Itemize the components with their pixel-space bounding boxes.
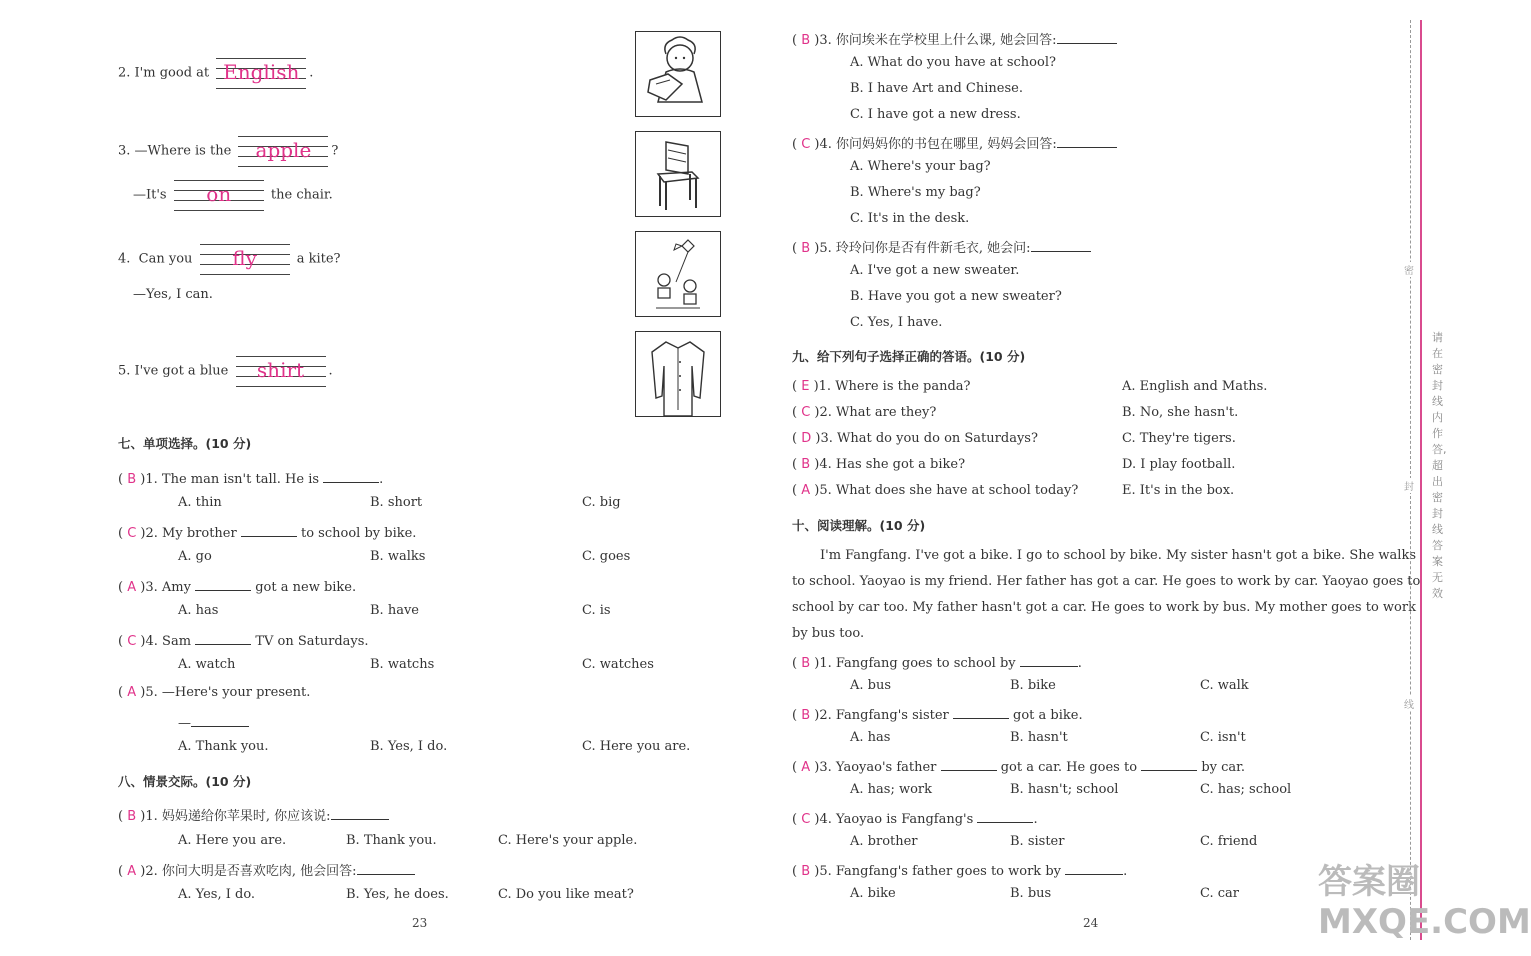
s7-q4: ( C )4. Sam TV on Saturdays. bbox=[118, 630, 369, 649]
s8-q2: ( A )2. 你问大明是否喜欢吃肉, 他会回答: bbox=[118, 860, 415, 879]
answer-letter: C bbox=[127, 634, 137, 649]
passage-line-3: school by car too. My father hasn't got a car. He goes to work by bus. My mother goes to work bbox=[792, 600, 1416, 615]
passage-line-4: by bus too. bbox=[792, 626, 865, 641]
s9-q2: ( C )2. What are they? bbox=[792, 405, 937, 420]
option-b: B. Where's my bag? bbox=[850, 185, 981, 200]
s8-q3: ( B )3. 你问埃米在学校里上什么课, 她会回答: bbox=[792, 29, 1117, 48]
kite-kids-icon bbox=[636, 232, 720, 316]
answer-letter: A bbox=[801, 760, 811, 775]
s8-q1: ( B )1. 妈妈递给你苹果时, 你应该说: bbox=[118, 805, 389, 824]
option-a: A. go bbox=[178, 549, 212, 564]
fill-in-q5: 5. I've got a blue shirt . bbox=[118, 356, 333, 386]
watermark: 答案圈 MXQE.COM bbox=[1318, 862, 1531, 942]
q-text: I've got a blue bbox=[134, 363, 229, 379]
s9-q5: ( A )5. What does she have at school today? bbox=[792, 483, 1079, 498]
q-text: I'm good at bbox=[134, 65, 210, 81]
option-a: A. bus bbox=[850, 678, 892, 693]
match-option: E. It's in the box. bbox=[1122, 483, 1235, 498]
answer-letter: B bbox=[801, 241, 811, 256]
option-a: A. bike bbox=[850, 886, 896, 901]
option-c: C. Here you are. bbox=[582, 739, 691, 754]
option-b: B. bus bbox=[1010, 886, 1052, 901]
match-option: D. I play football. bbox=[1122, 457, 1236, 472]
option-a: A. brother bbox=[850, 834, 918, 849]
answer-letter: B bbox=[801, 708, 811, 723]
handwritten-answer: apple bbox=[255, 138, 312, 162]
option-a: A. I've got a new sweater. bbox=[850, 263, 1020, 278]
option-a: A. has; work bbox=[850, 782, 933, 797]
answer-letter: C bbox=[801, 137, 811, 152]
option-b: B. hasn't; school bbox=[1010, 782, 1119, 797]
option-a: A. thin bbox=[178, 495, 222, 510]
s8-q4: ( C )4. 你问妈妈你的书包在哪里, 妈妈会回答: bbox=[792, 133, 1117, 152]
option-b: B. Thank you. bbox=[346, 833, 437, 848]
option-a: A. What do you have at school? bbox=[850, 55, 1056, 70]
option-a: A. has bbox=[850, 730, 891, 745]
s7-q5: ( A )5. —Here's your present. bbox=[118, 685, 311, 700]
page-number-left: 23 bbox=[412, 916, 428, 930]
picture-shirt bbox=[635, 331, 721, 417]
answer-letter: A bbox=[127, 580, 137, 595]
option-b: B. Have you got a new sweater? bbox=[850, 289, 1062, 304]
answer-letter: B bbox=[127, 472, 137, 487]
handwritten-answer: fly bbox=[232, 246, 257, 270]
binding-mark-bottom: 线 bbox=[1404, 696, 1414, 711]
s10-q2: ( B )2. Fangfang's sister got a bike. bbox=[792, 704, 1083, 723]
option-a: A. Thank you. bbox=[178, 739, 269, 754]
option-a: A. Yes, I do. bbox=[178, 887, 256, 902]
option-b: B. walks bbox=[370, 549, 426, 564]
s7-q5-reply: — bbox=[178, 712, 249, 731]
answer-letter: B bbox=[801, 656, 811, 671]
option-a: A. Where's your bag? bbox=[850, 159, 991, 174]
s10-q1: ( B )1. Fangfang goes to school by . bbox=[792, 652, 1082, 671]
option-a: A. has bbox=[178, 603, 219, 618]
chair-icon bbox=[636, 132, 720, 216]
s7-q2: ( C )2. My brother to school by bike. bbox=[118, 522, 416, 541]
option-c: C. Do you like meat? bbox=[498, 887, 634, 902]
s8-q5: ( B )5. 玲玲问你是否有件新毛衣, 她会问: bbox=[792, 237, 1091, 256]
option-b: B. Yes, I do. bbox=[370, 739, 448, 754]
option-b: B. sister bbox=[1010, 834, 1065, 849]
fill-in-q4-reply: —Yes, I can. bbox=[133, 287, 213, 302]
fill-in-q3: 3. —Where is the apple ? bbox=[118, 136, 338, 166]
option-b: B. have bbox=[370, 603, 419, 618]
match-option: C. They're tigers. bbox=[1122, 431, 1236, 446]
option-c: C. watches bbox=[582, 657, 654, 672]
answer-letter: C bbox=[801, 812, 811, 827]
option-b: B. bike bbox=[1010, 678, 1056, 693]
option-c: C. Yes, I have. bbox=[850, 315, 943, 330]
s9-q3: ( D )3. What do you do on Saturdays? bbox=[792, 431, 1038, 446]
option-c: C. big bbox=[582, 495, 621, 510]
answer-letter: C bbox=[801, 405, 811, 420]
picture-girl-reading bbox=[635, 31, 721, 117]
q-text: Can you bbox=[138, 251, 193, 267]
passage-line-1: I'm Fangfang. I've got a bike. I go to school by bike. My sister hasn't got a bike. She walks bbox=[820, 548, 1417, 563]
handwritten-answer: on bbox=[206, 182, 232, 206]
s9-q1: ( E )1. Where is the panda? bbox=[792, 379, 971, 394]
girl-reading-icon bbox=[636, 32, 720, 116]
section-10-title: 十、阅读理解。(10 分) bbox=[792, 518, 926, 533]
s7-q1: ( B )1. The man isn't tall. He is . bbox=[118, 468, 383, 487]
q-number: 5. bbox=[118, 363, 131, 379]
picture-kids-kite bbox=[635, 231, 721, 317]
s9-q4: ( B )4. Has she got a bike? bbox=[792, 457, 966, 472]
option-b: B. Yes, he does. bbox=[346, 887, 449, 902]
option-c: C. walk bbox=[1200, 678, 1249, 693]
match-option: B. No, she hasn't. bbox=[1122, 405, 1239, 420]
option-c: C. goes bbox=[582, 549, 631, 564]
fill-in-q3-reply: —It's on the chair. bbox=[133, 180, 333, 210]
fill-in-q2: 2. I'm good at English . bbox=[118, 58, 313, 88]
answer-letter: B bbox=[801, 864, 811, 879]
s7-q3: ( A )3. Amy got a new bike. bbox=[118, 576, 356, 595]
option-c: C. car bbox=[1200, 886, 1239, 901]
handwritten-answer: shirt bbox=[256, 358, 305, 382]
answer-letter: D bbox=[801, 431, 812, 446]
section-7-title: 七、单项选择。(10 分) bbox=[118, 436, 252, 451]
section-9-title: 九、给下列句子选择正确的答语。(10 分) bbox=[792, 349, 1026, 364]
binding-line bbox=[1420, 20, 1422, 940]
option-c: C. It's in the desk. bbox=[850, 211, 970, 226]
option-c: C. I have got a new dress. bbox=[850, 107, 1021, 122]
option-a: A. watch bbox=[178, 657, 236, 672]
shirt-icon bbox=[636, 332, 720, 416]
answer-letter: A bbox=[801, 483, 811, 498]
s10-q4: ( C )4. Yaoyao is Fangfang's . bbox=[792, 808, 1038, 827]
answer-letter: B bbox=[127, 809, 137, 824]
page-number-right: 24 bbox=[1083, 916, 1099, 930]
binding-mark-top: 密 bbox=[1404, 262, 1414, 277]
option-c: C. has; school bbox=[1200, 782, 1292, 797]
s10-q5: ( B )5. Fangfang's father goes to work by . bbox=[792, 860, 1127, 879]
answer-letter: B bbox=[801, 33, 811, 48]
s10-q3: ( A )3. Yaoyao's father got a car. He goes to by car. bbox=[792, 756, 1245, 775]
answer-letter: C bbox=[127, 526, 137, 541]
binding-mark-mid: 封 bbox=[1404, 478, 1414, 493]
q-text: —Where is the bbox=[134, 143, 232, 159]
answer-letter: A bbox=[127, 864, 137, 879]
binding-notice: 请在密封线内作答,超出密封线答案无效 bbox=[1432, 331, 1447, 600]
answer-letter: A bbox=[127, 685, 137, 700]
handwritten-answer: English bbox=[223, 60, 300, 84]
section-8-title: 八、情景交际。(10 分) bbox=[118, 774, 252, 789]
q-number: 4. bbox=[118, 251, 131, 267]
option-c: C. is bbox=[582, 603, 611, 618]
option-c: C. isn't bbox=[1200, 730, 1246, 745]
passage-line-2: to school. Yaoyao is my friend. Her father has got a car. He goes to work by car. Yaoyao goes to bbox=[792, 574, 1421, 589]
option-b: B. hasn't bbox=[1010, 730, 1068, 745]
match-option: A. English and Maths. bbox=[1122, 379, 1268, 394]
fill-in-q4: 4. Can you fly a kite? bbox=[118, 244, 341, 274]
picture-chair bbox=[635, 131, 721, 217]
option-a: A. Here you are. bbox=[178, 833, 287, 848]
option-b: B. short bbox=[370, 495, 423, 510]
option-b: B. watchs bbox=[370, 657, 435, 672]
option-c: C. Here's your apple. bbox=[498, 833, 638, 848]
answer-letter: E bbox=[801, 379, 810, 394]
option-c: C. friend bbox=[1200, 834, 1258, 849]
option-b: B. I have Art and Chinese. bbox=[850, 81, 1023, 96]
q-number: 2. bbox=[118, 65, 131, 81]
q-number: 3. bbox=[118, 143, 131, 159]
answer-letter: B bbox=[801, 457, 811, 472]
